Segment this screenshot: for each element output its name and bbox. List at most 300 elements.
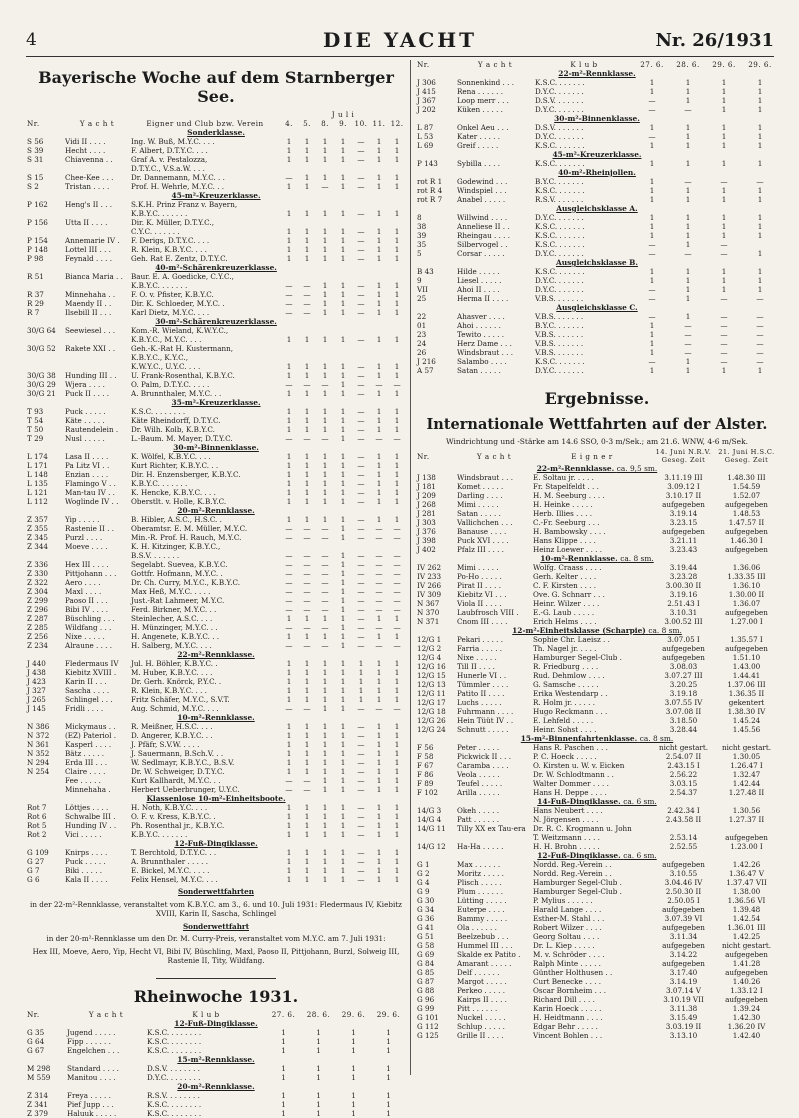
result-time: aufgegeben bbox=[662, 860, 705, 869]
table-row bbox=[416, 770, 778, 779]
table-row bbox=[416, 689, 778, 698]
race-result: 1 bbox=[340, 560, 346, 569]
race-result: — bbox=[357, 299, 365, 308]
owner-club: R.S.V. . . . . . . . bbox=[147, 1090, 200, 1100]
race-result: 1 bbox=[286, 848, 292, 857]
race-result: 1 bbox=[721, 366, 727, 375]
yacht-name: Veola . . . . . bbox=[457, 770, 500, 779]
race-result: 1 bbox=[322, 281, 328, 290]
race-result bbox=[280, 272, 298, 281]
race-result: 1 bbox=[286, 758, 292, 767]
yacht-name: Anneliese II . . bbox=[457, 222, 510, 231]
race-result: 1 bbox=[286, 335, 292, 344]
table-row bbox=[416, 159, 778, 168]
table-row bbox=[26, 416, 406, 425]
race-result: 1 bbox=[340, 371, 346, 380]
race-result: 1 bbox=[394, 137, 400, 146]
race-result: 1 bbox=[376, 677, 382, 686]
result-time: 3.19.44 bbox=[669, 563, 698, 572]
race-result: 1 bbox=[304, 677, 310, 686]
race-result: 1 bbox=[376, 722, 382, 731]
race-result: — bbox=[357, 407, 365, 416]
race-result: — bbox=[321, 551, 329, 560]
table-row bbox=[416, 213, 778, 222]
race-result: 1 bbox=[394, 155, 400, 164]
owner-club: K. Wölfel, K.B.Y.C. . . . bbox=[131, 452, 211, 461]
result-time bbox=[715, 824, 778, 833]
yacht-name: Euterpe . . . . bbox=[457, 905, 505, 914]
yacht-name: Rastenie II . . bbox=[65, 524, 114, 533]
race-result: 1 bbox=[394, 407, 400, 416]
table-row bbox=[416, 231, 778, 240]
owner-club: Hans Neubert . . . . bbox=[533, 806, 603, 815]
race-result: 1 bbox=[721, 141, 727, 150]
yacht-name: Satan . . . . . bbox=[457, 509, 501, 518]
race-result: 1 bbox=[340, 848, 346, 857]
table-row bbox=[416, 294, 778, 303]
yacht-name: Tümmler . . . . bbox=[457, 680, 509, 689]
race-result bbox=[334, 353, 352, 362]
yacht-name: Kasperl . . . . bbox=[65, 740, 112, 749]
race-result: — bbox=[720, 294, 728, 303]
owner-club: C. F. Kirsten . . . . bbox=[533, 581, 597, 590]
sail-number bbox=[26, 164, 64, 173]
class-heading-row bbox=[416, 150, 778, 159]
race-result: — bbox=[357, 173, 365, 182]
race-result: 1 bbox=[322, 749, 328, 758]
race-result: 1 bbox=[721, 195, 727, 204]
left-column bbox=[26, 60, 406, 1118]
yacht-name: Cnom III . . . . bbox=[457, 617, 508, 626]
race-result: 1 bbox=[376, 812, 382, 821]
sail-number: J 281 bbox=[417, 509, 436, 518]
race-result: 1 bbox=[685, 357, 691, 366]
table-row bbox=[26, 587, 406, 596]
yacht-name: Windsbraut . . . bbox=[457, 473, 514, 482]
owner-club: D.Y.C. . . . . . . bbox=[535, 285, 584, 294]
sail-number: G 35 bbox=[27, 1027, 45, 1037]
col-date1: 14. Juni N.R.V. Geseg. Zeit bbox=[655, 448, 712, 464]
race-result: — bbox=[303, 605, 311, 614]
yacht-name: Nuckel . . . . . bbox=[457, 1013, 506, 1022]
owner-club: Dr. Wilh. Kolb, K.B.Y.C. bbox=[131, 425, 215, 434]
table-row bbox=[26, 389, 406, 398]
table-row bbox=[416, 177, 778, 186]
owner-club: Sophie Chr. Laeisz . . bbox=[533, 635, 610, 644]
yacht-name: Karin II . . . bbox=[65, 677, 107, 686]
table-row bbox=[26, 146, 406, 155]
race-result: 1 bbox=[304, 389, 310, 398]
yacht-name: Küken . . . . . bbox=[457, 105, 503, 114]
owner-club: K.W.Y.C., U.Y.C. . . . bbox=[131, 362, 201, 371]
yacht-name: Jugend . . . . . bbox=[67, 1027, 116, 1037]
owner-club: Gottfr. Hofmann, M.Y.C. . bbox=[131, 569, 223, 578]
yacht-name: Ilsebill II . . . bbox=[65, 308, 112, 317]
owner-club: Dir. H. Enzensberger, K.B.Y.C. bbox=[131, 470, 241, 479]
race-result: 1 bbox=[322, 497, 328, 506]
class-heading: Ausgleichsklasse A. bbox=[556, 204, 638, 213]
race-result bbox=[388, 218, 406, 227]
owner-club: R. Holm jr. . . . . . bbox=[533, 698, 595, 707]
result-time: 3.11.34 bbox=[669, 932, 698, 941]
table-row bbox=[26, 200, 406, 209]
owner-club: Dr. W. Schweiger, D.T.Y.C. bbox=[131, 767, 225, 776]
sail-number: 30/G 52 bbox=[27, 344, 56, 353]
race-result: 1 bbox=[649, 195, 655, 204]
class-heading-row bbox=[26, 1082, 406, 1091]
race-result: 1 bbox=[322, 731, 328, 740]
table-row bbox=[416, 330, 778, 339]
yacht-name: Loop merr . . . bbox=[457, 96, 509, 105]
yacht-name: Fridli . . . . bbox=[65, 704, 104, 713]
yacht-name: Mimi . . . . . bbox=[457, 500, 499, 509]
yacht-name: Hunerle VI . . bbox=[457, 671, 507, 680]
race-result: — bbox=[375, 380, 383, 389]
yacht-name: Patt . . . . . . bbox=[457, 815, 499, 824]
race-result: 1 bbox=[304, 461, 310, 470]
sail-number: L 171 bbox=[27, 461, 48, 470]
race-result: 1 bbox=[376, 137, 382, 146]
issue-number: Nr. 26/1931 bbox=[655, 30, 774, 51]
race-result: — bbox=[720, 312, 728, 321]
owner-club: Curt Benecke . . . . bbox=[533, 977, 602, 986]
race-result: 1 bbox=[394, 227, 400, 236]
yacht-name: Utta II . . . . bbox=[65, 218, 108, 227]
table-row bbox=[26, 848, 406, 857]
col-club: K l u b bbox=[192, 1009, 220, 1019]
owner-club: Max Heß, M.Y.C. . . . . bbox=[131, 587, 211, 596]
yacht-name: Pirat II . . . . bbox=[457, 581, 501, 590]
owner-club: F. Albert, D.T.Y.C. . . . bbox=[131, 146, 208, 155]
race-result: 1 bbox=[340, 695, 346, 704]
race-result: 1 bbox=[394, 848, 400, 857]
sail-number: 12/G 1 bbox=[417, 635, 442, 644]
race-result: 1 bbox=[286, 254, 292, 263]
race-result: 1 bbox=[376, 695, 382, 704]
result-time: 3.09.12 I bbox=[667, 482, 700, 491]
race-result: 1 bbox=[721, 105, 727, 114]
table-row bbox=[416, 473, 778, 482]
race-result: 1 bbox=[757, 186, 763, 195]
race-result: 1 bbox=[304, 695, 310, 704]
alster-table bbox=[416, 448, 778, 1040]
sail-number: 12/G 2 bbox=[417, 644, 442, 653]
race-result: 1 bbox=[304, 335, 310, 344]
sail-number: 12/G 11 bbox=[417, 689, 446, 698]
race-result: — bbox=[357, 461, 365, 470]
table-row bbox=[26, 290, 406, 299]
race-result: — bbox=[756, 321, 764, 330]
race-result: — bbox=[375, 569, 383, 578]
sail-number: J 265 bbox=[27, 695, 46, 704]
race-result bbox=[334, 164, 352, 173]
sail-number: N 294 bbox=[27, 758, 50, 767]
race-result: — bbox=[357, 479, 365, 488]
table-row bbox=[26, 461, 406, 470]
owner-club: Th. Nagel jr. . . . . bbox=[533, 644, 597, 653]
owner-club: Karl Dietz, M.Y.C. . . . bbox=[131, 308, 210, 317]
class-distance: ca. 8 sm. bbox=[620, 554, 654, 563]
result-time: 1.33.12 I bbox=[730, 986, 763, 995]
table-row bbox=[26, 335, 406, 344]
race-result: 1 bbox=[386, 1027, 391, 1037]
result-time: gekentert bbox=[728, 698, 765, 707]
race-result: 1 bbox=[304, 830, 310, 839]
rheinwoche-rows bbox=[26, 1019, 406, 1118]
race-result bbox=[298, 200, 316, 209]
race-result: 1 bbox=[376, 182, 382, 191]
result-time: 1.30.05 bbox=[732, 752, 761, 761]
owner-club: Wolfg. Craass . . . . bbox=[533, 563, 602, 572]
sail-number: T 54 bbox=[27, 416, 44, 425]
table-row bbox=[416, 635, 778, 644]
yacht-name: Chee-Kee . . . bbox=[65, 173, 114, 182]
sail-number: G 58 bbox=[417, 941, 435, 950]
race-result: 1 bbox=[340, 254, 346, 263]
col-day: 10. bbox=[354, 119, 368, 128]
result-time: 3.23.43 bbox=[669, 545, 698, 554]
race-result: — bbox=[357, 380, 365, 389]
sail-number: Rot 5 bbox=[27, 821, 47, 830]
race-result: — bbox=[357, 245, 365, 254]
sail-number: 30/G 21 bbox=[27, 389, 56, 398]
race-result: 1 bbox=[286, 659, 292, 668]
table-row bbox=[26, 470, 406, 479]
owner-club: Hans H. Deppe . . . . bbox=[533, 788, 607, 797]
table-row bbox=[416, 1022, 778, 1031]
race-result: — bbox=[321, 596, 329, 605]
yacht-name: Darling . . . . bbox=[457, 491, 503, 500]
race-result: 1 bbox=[351, 1036, 356, 1046]
race-result: 1 bbox=[322, 659, 328, 668]
yacht-name: Kiebitz XVIII . bbox=[65, 668, 117, 677]
race-result: 1 bbox=[376, 785, 382, 794]
owner-club: Min.-R. Prof. H. Rauch, M.Y.C. bbox=[131, 533, 242, 542]
sail-number: 30/G 29 bbox=[27, 380, 56, 389]
race-result: 1 bbox=[340, 803, 346, 812]
sail-number: R 37 bbox=[27, 290, 44, 299]
table-row bbox=[416, 806, 778, 815]
yacht-name: Pickwick II . . . bbox=[457, 752, 512, 761]
race-result: 1 bbox=[376, 290, 382, 299]
result-time: aufgegeben bbox=[662, 644, 705, 653]
owner-club: K.B.Y.C., M.Y.C. . . . bbox=[131, 335, 202, 344]
class-heading-label: 12-m²-Einheitsklasse (Scharpie) bbox=[512, 626, 646, 635]
result-time: 2.43.58 II bbox=[665, 815, 702, 824]
race-result: — bbox=[357, 623, 365, 632]
owner-club: Segelabt. Suevea, K.B.Y.C. bbox=[131, 560, 228, 569]
table-row bbox=[26, 821, 406, 830]
race-result: — bbox=[357, 749, 365, 758]
race-result: 1 bbox=[376, 659, 382, 668]
race-result: — bbox=[756, 357, 764, 366]
sail-number bbox=[26, 362, 64, 371]
sail-number: G 51 bbox=[417, 932, 435, 941]
result-time: 3.10.55 bbox=[669, 869, 698, 878]
race-result: 1 bbox=[322, 758, 328, 767]
sail-number: Z 322 bbox=[27, 578, 48, 587]
owner-club: B. Hibler, A.S.C., H.S.C. . bbox=[131, 515, 222, 524]
sail-number: L 121 bbox=[27, 488, 48, 497]
class-heading bbox=[416, 734, 778, 743]
owner-club: K.S.C. . . . . . . bbox=[535, 267, 585, 276]
race-result: 1 bbox=[322, 470, 328, 479]
sail-number: N 367 bbox=[417, 599, 440, 608]
race-result: 1 bbox=[286, 695, 292, 704]
race-result: 1 bbox=[376, 767, 382, 776]
race-result: 1 bbox=[376, 686, 382, 695]
race-result: 1 bbox=[386, 1063, 391, 1073]
race-result: 1 bbox=[340, 677, 346, 686]
race-result: 1 bbox=[340, 416, 346, 425]
yacht-name: Po-Ho . . . . . bbox=[457, 572, 502, 581]
sail-number: 26 bbox=[417, 348, 427, 357]
race-result: 1 bbox=[322, 290, 328, 299]
race-result: — bbox=[303, 623, 311, 632]
table-row bbox=[26, 686, 406, 695]
sail-number: G 88 bbox=[417, 986, 435, 995]
race-result: 1 bbox=[304, 515, 310, 524]
race-result: 1 bbox=[649, 339, 655, 348]
race-result: — bbox=[357, 605, 365, 614]
race-result: 1 bbox=[685, 141, 691, 150]
sail-number bbox=[26, 227, 64, 236]
class-heading: 22-m²-Rennklasse. bbox=[177, 650, 255, 659]
race-result: 1 bbox=[281, 1063, 286, 1073]
table-row bbox=[26, 1073, 406, 1082]
result-time: 3.14.19 bbox=[669, 977, 698, 986]
race-result: 1 bbox=[304, 425, 310, 434]
sail-number: 30/G 64 bbox=[27, 326, 56, 335]
table-row bbox=[416, 905, 778, 914]
sail-number bbox=[26, 281, 64, 290]
race-result: — bbox=[357, 488, 365, 497]
owner-club: L.-Baum. M. Mayer, D.T.Y.C. bbox=[131, 434, 233, 443]
race-result bbox=[316, 542, 334, 551]
owner-club: R.S.V. . . . . . . bbox=[535, 195, 584, 204]
col-day: 28. 6. bbox=[306, 1009, 331, 1019]
race-result: 1 bbox=[286, 515, 292, 524]
owner-club: D.S.V. . . . . . . bbox=[535, 123, 584, 132]
sail-number: J 181 bbox=[417, 482, 436, 491]
sail-number: J 209 bbox=[417, 491, 436, 500]
sail-number: 12/G 17 bbox=[417, 698, 446, 707]
class-heading bbox=[416, 464, 778, 473]
race-result: 1 bbox=[721, 96, 727, 105]
race-result: — bbox=[285, 551, 293, 560]
race-result: 1 bbox=[376, 866, 382, 875]
result-time: 1.36.35 II bbox=[728, 689, 765, 698]
yacht-name: Skalde ex Patito . bbox=[457, 950, 521, 959]
result-time: 3.23.15 bbox=[669, 518, 698, 527]
race-result: 1 bbox=[394, 830, 400, 839]
race-result: 1 bbox=[394, 740, 400, 749]
race-result: 1 bbox=[394, 776, 400, 785]
table-row bbox=[416, 941, 778, 950]
race-result: 1 bbox=[304, 875, 310, 884]
yacht-name: Pittjohann . . . bbox=[65, 569, 117, 578]
race-result: 1 bbox=[340, 740, 346, 749]
starnberg-month-row bbox=[26, 110, 406, 119]
race-result: 1 bbox=[322, 362, 328, 371]
yacht-name: Maxl . . . . bbox=[65, 587, 102, 596]
race-result: 1 bbox=[322, 416, 328, 425]
race-result: — bbox=[321, 569, 329, 578]
race-result: 1 bbox=[376, 668, 382, 677]
table-row bbox=[26, 785, 406, 794]
owner-club: Georg Soltau . . . . bbox=[533, 932, 600, 941]
race-result: — bbox=[375, 578, 383, 587]
table-row bbox=[26, 488, 406, 497]
race-result: 1 bbox=[322, 371, 328, 380]
race-result: 1 bbox=[394, 389, 400, 398]
race-result: — bbox=[357, 425, 365, 434]
race-result: — bbox=[285, 587, 293, 596]
race-result: 1 bbox=[340, 425, 346, 434]
table-row bbox=[416, 572, 778, 581]
yacht-name: Alraune . . . . bbox=[65, 641, 112, 650]
race-result: 1 bbox=[376, 371, 382, 380]
class-heading bbox=[416, 797, 778, 806]
race-result: 1 bbox=[685, 87, 691, 96]
class-heading-row bbox=[416, 204, 778, 213]
race-result: 1 bbox=[386, 1045, 391, 1055]
yacht-name: Herz Dame . . . bbox=[457, 339, 512, 348]
table-row bbox=[416, 366, 778, 375]
owner-club: Ing. W. Buß, M.Y.C. . . . bbox=[131, 137, 215, 146]
race-result: 1 bbox=[394, 425, 400, 434]
owner-club: K.S.C. . . . . . . . bbox=[147, 1108, 202, 1118]
yacht-name bbox=[64, 335, 130, 344]
table-row bbox=[416, 321, 778, 330]
table-row bbox=[416, 932, 778, 941]
race-result: 1 bbox=[394, 299, 400, 308]
race-result: 1 bbox=[281, 1099, 286, 1109]
race-result: 1 bbox=[304, 803, 310, 812]
race-result: 1 bbox=[394, 308, 400, 317]
sail-number: 23 bbox=[417, 330, 427, 339]
race-result: 1 bbox=[376, 146, 382, 155]
race-result: — bbox=[357, 236, 365, 245]
yacht-name: Sybilla . . . . bbox=[457, 159, 501, 168]
result-time: aufgegeben bbox=[725, 608, 768, 617]
class-heading bbox=[416, 554, 778, 563]
sail-number: Z 234 bbox=[27, 641, 48, 650]
class-heading-row bbox=[26, 839, 406, 848]
race-result: 1 bbox=[340, 785, 346, 794]
note-text: Hex III, Moeve, Aero, Yip, Hecht VI, Bibi IV, Büschling, Maxl, Paoso II, Pittjohann, Burzl, Solweig III, Rastenie II, Tity, Wildfang. bbox=[32, 946, 400, 965]
owner-club: Edgar Behr . . . . . bbox=[533, 1022, 598, 1031]
race-result bbox=[316, 326, 334, 335]
race-result: 1 bbox=[322, 803, 328, 812]
race-result bbox=[280, 218, 298, 227]
result-time: 3.00.30 II bbox=[665, 581, 702, 590]
col-day: 8. bbox=[321, 119, 329, 128]
sail-number: L 53 bbox=[417, 132, 434, 141]
table-row bbox=[416, 482, 778, 491]
owner-club: Robert Wilzer . . . . bbox=[533, 923, 602, 932]
sail-number: 5 bbox=[417, 249, 422, 258]
result-time: 3.10.17 II bbox=[665, 491, 702, 500]
race-result: — bbox=[357, 875, 365, 884]
race-result: 1 bbox=[286, 425, 292, 434]
race-result: — bbox=[756, 312, 764, 321]
class-heading bbox=[416, 851, 778, 860]
race-result: 1 bbox=[340, 875, 346, 884]
race-result: 1 bbox=[757, 222, 763, 231]
table-row bbox=[416, 186, 778, 195]
owner-club: B.Y.C. . . . . . . bbox=[535, 321, 584, 330]
